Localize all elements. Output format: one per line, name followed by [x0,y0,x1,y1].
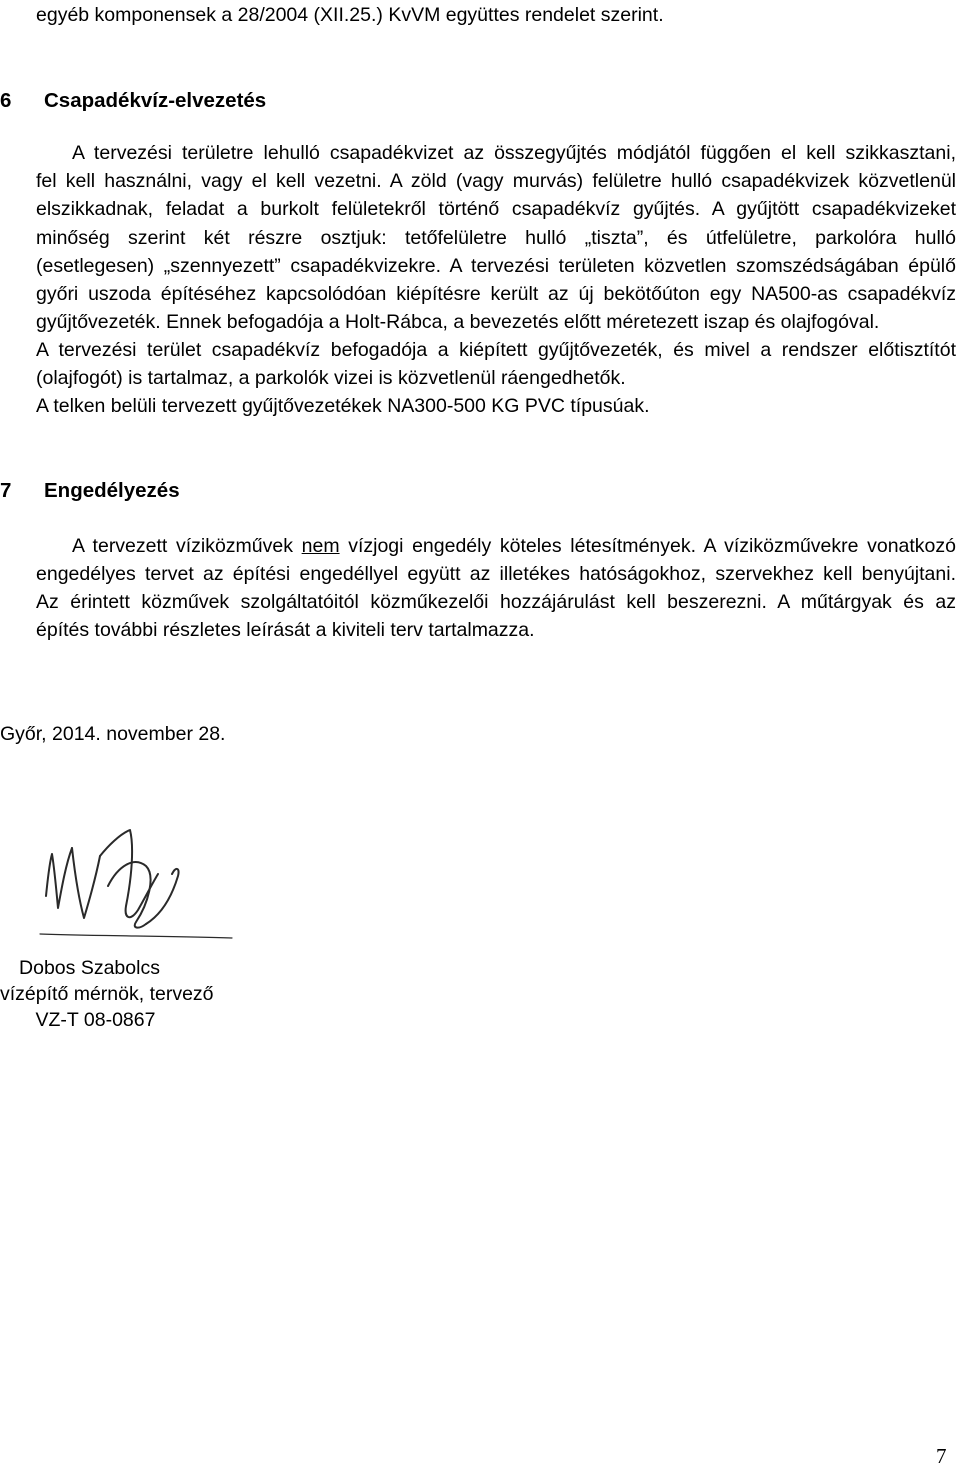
section-6-line-8: A tervezési terület csapadékvíz befogadója a kiépített gyűjtővezeték, és mivel a rendszer előtisztítót [36,339,956,361]
section-7-title: Engedélyezés [44,479,180,502]
section-7-line-1-after: vízjogi engedély köteles létesítmények. A víziközművekre vonatkozó [339,535,956,557]
section-6-line-6: győri uszoda építéséhez kapcsolódóan kiépítésre került az új bekötőúton egy NA500-as csapadékvíz [36,283,956,305]
section-7-line-4: építés további részletes leírását a kiviteli terv tartalmazza. [36,619,535,641]
page-number: 7 [936,1444,947,1468]
handwritten-signature [38,826,238,946]
section-6-line-1: A tervezési területre lehulló csapadékvizet az összegyűjtés módjától függően el kell szikkasztani, [72,142,956,164]
section-6-title: Csapadékvíz-elvezetés [44,89,267,112]
section-7-line-2: engedélyes tervet az építési engedéllyel együtt az illetékes hatóságokhoz, szervekhez kell benyújtani. [36,563,956,585]
section-6-heading [0,89,266,113]
place-date: Győr, 2014. november 28. [0,723,226,745]
section-6-line-2: fel kell használni, vagy el kell vezetni. A zöld (vagy murvás) felületre hulló csapadékvizek közvetlenül [36,170,956,192]
top-line: egyéb komponensek a 28/2004 (XII.25.) KvVM együttes rendelet szerint. [36,4,664,26]
section-7-line-1 [72,537,956,557]
signatory-license: VZ-T 08-0867 [35,1009,156,1031]
section-6-line-10: A telken belüli tervezett gyűjtővezetékek NA300-500 KG PVC típusúak. [36,395,650,417]
section-6-line-3: elszikkadnak, feladat a burkolt felületekről történő csapadékvíz gyűjtés. A gyűjtött csapadékvizeket [36,198,956,220]
section-7-line-3: Az érintett közművek szolgáltatóitól közműkezelői hozzájárulást kell beszerezni. A műtárgyak és az [36,591,956,613]
section-6-line-5: (esetlegesen) „szennyezett” csapadékvizekre. A tervezési területen közvetlen szomszédságában épülő [36,255,956,277]
section-6-line-7: gyűjtővezeték. Ennek befogadója a Holt-Rábca, a bevezetés előtt méretezett iszap és olajfogóval. [36,311,880,333]
section-6-line-4: minőség szerint két részre osztjuk: tetőfelületre hulló „tiszta”, és útfelületre, parkolóra hulló [36,227,956,249]
section-7-heading [0,479,180,503]
section-7-underlined-word: nem [301,535,340,557]
signatory-role: vízépítő mérnök, tervező [0,983,214,1005]
section-6-number: 6 [0,89,12,112]
section-6-line-9: (olajfogót) is tartalmaz, a parkolók vizei is közvetlenül ráengedhetők. [36,367,626,389]
signatory-block [0,955,214,1033]
section-7-line-1-before: A tervezett víziközművek [72,535,302,557]
signatory-name: Dobos Szabolcs [19,957,160,979]
section-7-number: 7 [0,479,12,502]
